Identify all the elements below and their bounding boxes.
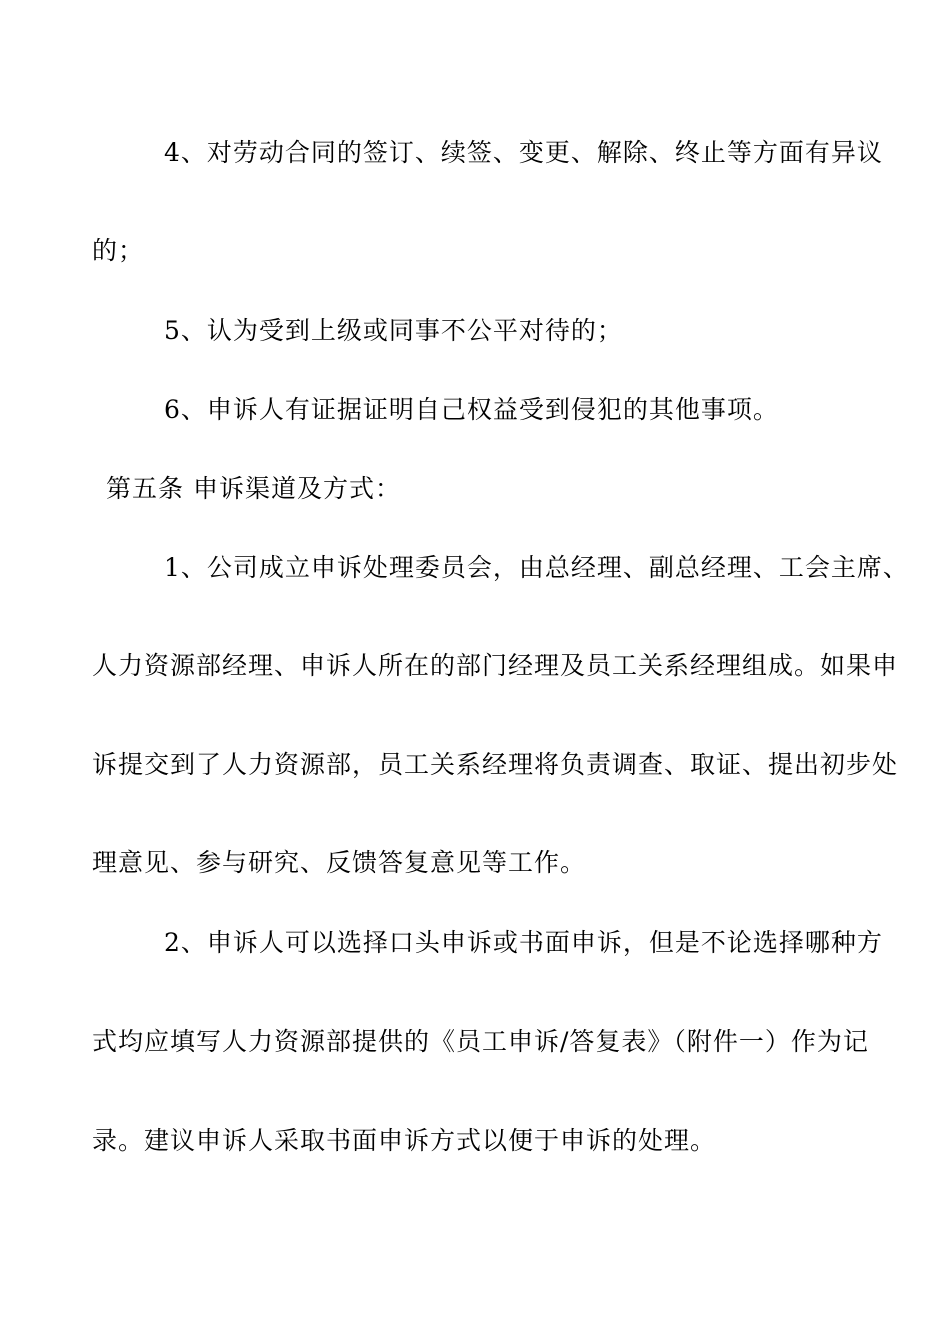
article-5-item-1-line-2: 人力资源部经理、申诉人所在的部门经理及员工关系经理组成。如果申 bbox=[92, 651, 899, 680]
item-5: 5、认为受到上级或同事不公平对待的； bbox=[164, 316, 623, 345]
article-5-item-1-line-1: 1、公司成立申诉处理委员会，由总经理、副总经理、工会主席、 bbox=[164, 553, 909, 582]
item-4-line-1: 4、对劳动合同的签订、续签、变更、解除、终止等方面有异议 bbox=[164, 138, 883, 167]
article-5-item-2-line-1: 2、申诉人可以选择口头申诉或书面申诉，但是不论选择哪种方 bbox=[164, 928, 883, 957]
item-6: 6、申诉人有证据证明自己权益受到侵犯的其他事项。 bbox=[164, 395, 779, 424]
article-5-item-1-line-4: 理意见、参与研究、反馈答复意见等工作。 bbox=[92, 848, 587, 877]
article-5-item-2-line-2: 式均应填写人力资源部提供的《员工申诉/答复表》（附件一）作为记 bbox=[92, 1027, 869, 1056]
article-5-item-2-line-3: 录。建议申诉人采取书面申诉方式以便于申诉的处理。 bbox=[92, 1126, 717, 1155]
item-4-line-2: 的； bbox=[92, 236, 145, 265]
article-5-heading: 第五条 申诉渠道及方式： bbox=[106, 474, 401, 503]
article-5-item-1-line-3: 诉提交到了人力资源部，员工关系经理将负责调查、取证、提出初步处 bbox=[92, 750, 899, 779]
